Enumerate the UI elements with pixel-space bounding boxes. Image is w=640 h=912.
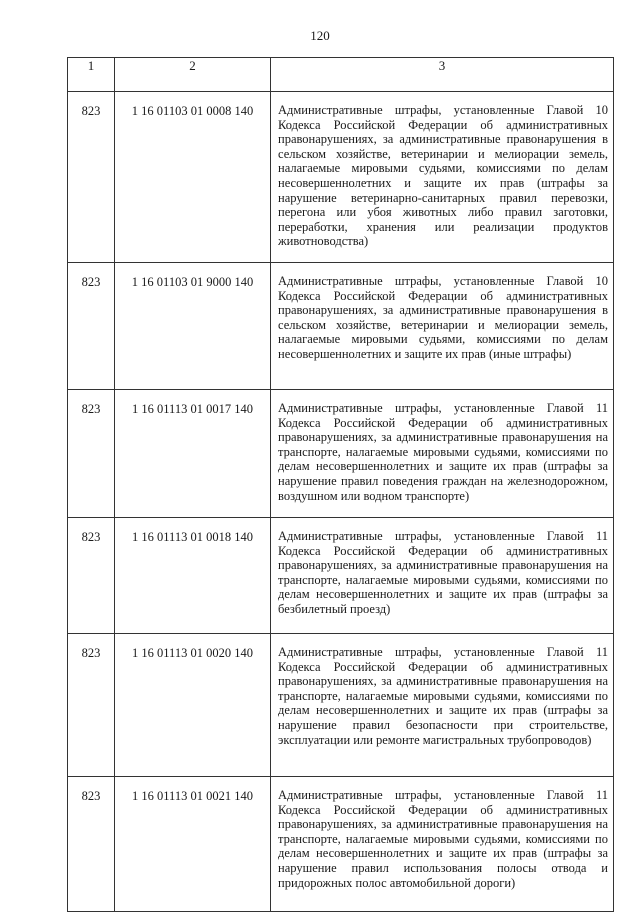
table-row	[68, 518, 614, 634]
row-description: Административные штрафы, установленные Главой 10 Кодекса Российской Федерации об административных правонарушениях, за административные правонарушения в сельском хозяйстве, ветеринарии и мелиорации земель, налагаемые мировыми судьями, комиссиями по делам несовершеннолетних и защите их прав (иные штрафы)	[271, 263, 614, 390]
table-row	[68, 92, 614, 263]
row-description: Административные штрафы, установленные Главой 11 Кодекса Российской Федерации об административных правонарушениях, за административные правонарушения на транспорте, налагаемые мировыми судьями, комиссиями по делам несовершеннолетних и защите их прав (штрафы за нарушение правил использования полосы отвода и придорожных полос автомобильной дороги)	[271, 777, 614, 912]
column-header-2: 2	[115, 58, 271, 92]
row-budget-code: 1 16 01113 01 0020 140	[115, 634, 271, 777]
row-budget-code: 1 16 01113 01 0021 140	[115, 777, 271, 912]
table-row	[68, 777, 614, 912]
row-description: Административные штрафы, установленные Главой 11 Кодекса Российской Федерации об административных правонарушениях, за административные правонарушения на транспорте, налагаемые мировыми судьями, комиссиями по делам несовершеннолетних и защите их прав (штрафы за нарушение правил поведения граждан на железнодорожном, воздушном или водном транспорте)	[271, 390, 614, 518]
row-description: Административные штрафы, установленные Главой 11 Кодекса Российской Федерации об административных правонарушениях, за административные правонарушения на транспорте, налагаемые мировыми судьями, комиссиями по делам несовершеннолетних и защите их прав (штрафы за безбилетный проезд)	[271, 518, 614, 634]
table-row	[68, 263, 614, 390]
row-admin-code: 823	[68, 390, 115, 518]
row-admin-code: 823	[68, 92, 115, 263]
row-admin-code: 823	[68, 634, 115, 777]
row-budget-code: 1 16 01113 01 0017 140	[115, 390, 271, 518]
row-description: Административные штрафы, установленные Главой 11 Кодекса Российской Федерации об административных правонарушениях, за административные правонарушения на транспорте, налагаемые мировыми судьями, комиссиями по делам несовершеннолетних и защите их прав (штрафы за нарушение правил безопасности при строительстве, эксплуатации или ремонте магистральных трубопроводов)	[271, 634, 614, 777]
row-budget-code: 1 16 01103 01 9000 140	[115, 263, 271, 390]
fines-table	[67, 57, 614, 912]
column-header-1: 1	[68, 58, 115, 92]
row-admin-code: 823	[68, 263, 115, 390]
row-budget-code: 1 16 01113 01 0018 140	[115, 518, 271, 634]
row-budget-code: 1 16 01103 01 0008 140	[115, 92, 271, 263]
page-number: 120	[310, 28, 330, 43]
table-header-row	[68, 58, 614, 92]
table-row	[68, 634, 614, 777]
row-description: Административные штрафы, установленные Главой 10 Кодекса Российской Федерации об административных правонарушениях, за административные правонарушения в сельском хозяйстве, ветеринарии и мелиорации земель, налагаемые мировыми судьями, комиссиями по делам несовершеннолетних и защите их прав (штрафы за нарушение ветеринарно-санитарных правил перевозки, перегона или убоя животных либо правил заготовки, переработки, хранения или реализации продуктов животноводства)	[271, 92, 614, 263]
column-header-3: 3	[271, 58, 614, 92]
row-admin-code: 823	[68, 777, 115, 912]
row-admin-code: 823	[68, 518, 115, 634]
table-row	[68, 390, 614, 518]
